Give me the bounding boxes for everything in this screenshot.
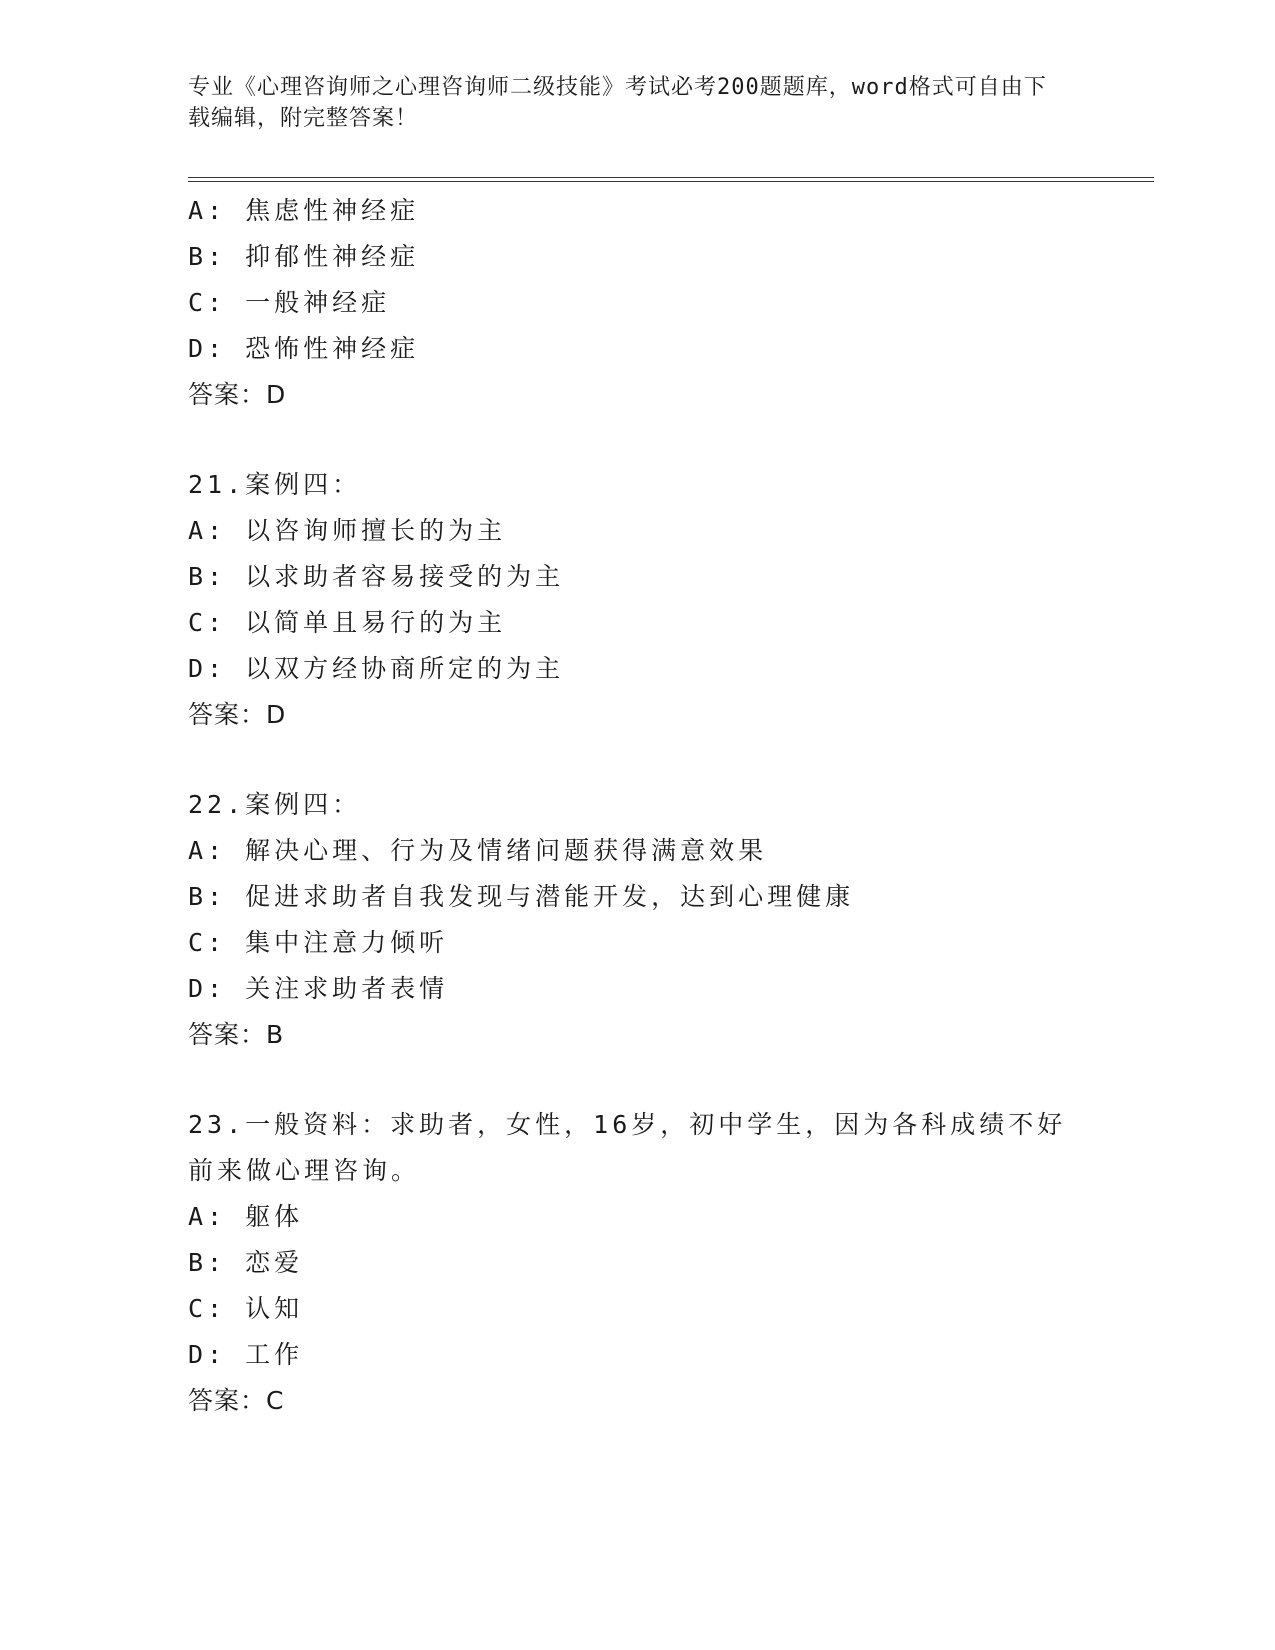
option-b: B: 以求助者容易接受的为主 (188, 562, 565, 591)
option-c: C: 认知 (188, 1294, 304, 1323)
option-d: D: 关注求助者表情 (188, 974, 449, 1003)
option-d: D: 恐怖性神经症 (188, 334, 420, 363)
answer-line: 答案：D (188, 380, 287, 409)
answer-line: 答案：B (188, 1020, 285, 1049)
option-a: A: 躯体 (188, 1202, 304, 1231)
option-b: B: 恋爱 (188, 1248, 304, 1277)
header-divider-top (188, 177, 1154, 178)
option-b: B: 促进求助者自我发现与潜能开发，达到心理健康 (188, 882, 855, 911)
question-block-continued (188, 188, 1088, 418)
option-d: D: 以双方经协商所定的为主 (188, 654, 565, 683)
answer-line: 答案：D (188, 700, 287, 729)
answer-line: 答案：C (188, 1386, 285, 1415)
question-stem: 23.一般资料：求助者，女性，16岁，初中学生，因为各科成绩不好前来做心理咨询。 (188, 1110, 1067, 1185)
question-22 (188, 782, 1088, 1058)
question-list (188, 188, 1088, 1424)
option-b: B: 抑郁性神经症 (188, 242, 420, 271)
header-divider-bottom (188, 181, 1154, 182)
option-d: D: 工作 (188, 1340, 304, 1369)
option-c: C: 以简单且易行的为主 (188, 608, 507, 637)
option-a: A: 焦虑性神经症 (188, 196, 420, 225)
question-stem: 22.案例四： (188, 790, 362, 819)
question-21 (188, 462, 1088, 738)
option-c: C: 一般神经症 (188, 288, 391, 317)
question-stem: 21.案例四： (188, 470, 362, 499)
option-a: A: 以咨询师擅长的为主 (188, 516, 507, 545)
document-header: 专业《心理咨询师之心理咨询师二级技能》考试必考200题题库，word格式可自由下载编辑，附完整答案！ (188, 75, 1047, 131)
question-23 (188, 1102, 1088, 1424)
option-a: A: 解决心理、行为及情绪问题获得满意效果 (188, 836, 768, 865)
option-c: C: 集中注意力倾听 (188, 928, 449, 957)
